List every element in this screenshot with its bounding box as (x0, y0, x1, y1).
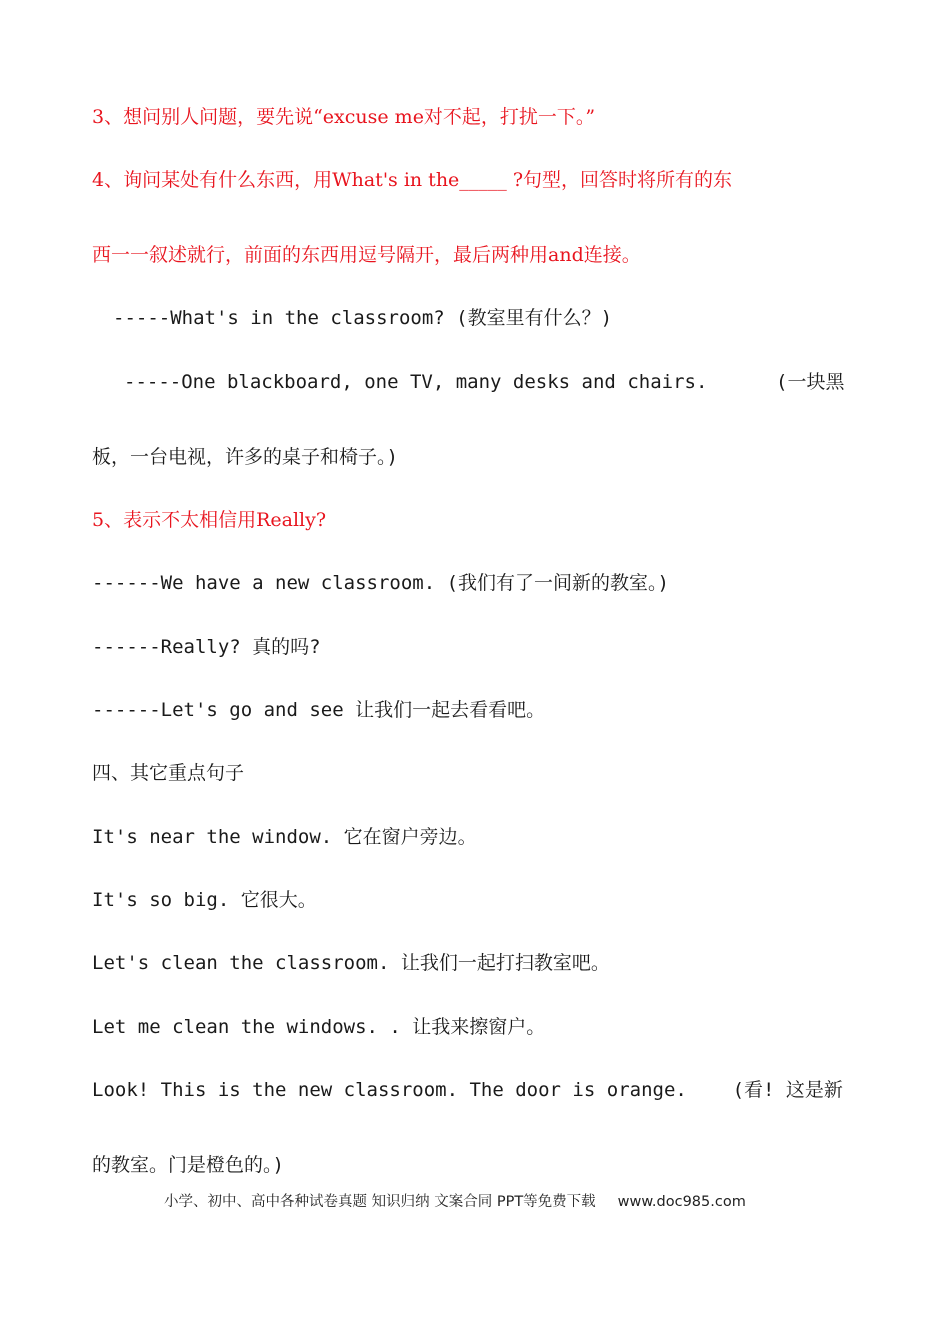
line-new-classroom: ------We have a new classroom. (我们有了一间新的教室。) (92, 572, 669, 594)
line-new-classroom-door-continued: 的教室。门是橙色的。) (92, 1154, 284, 1176)
line-so-big: It's so big. 它很大。 (92, 889, 317, 911)
line-near-window: It's near the window. 它在窗户旁边。 (92, 826, 477, 848)
line-really-heading: 5、表示不太相信用Really? (92, 509, 327, 531)
footer-text: 小学、初中、高中各种试卷真题 知识归纳 文案合同 PPT等免费下载 (164, 1194, 596, 1210)
line-new-classroom-door: Look! This is the new classroom. The door is orange. (看! 这是新 (92, 1079, 843, 1101)
line-dialog-answer-continued: 板，一台电视，许多的桌子和椅子。) (92, 446, 398, 468)
line-whats-in-continued: 西一一叙述就行，前面的东西用逗号隔开，最后两种用and连接。 (92, 244, 641, 266)
line-lets-go: ------Let's go and see 让我们一起去看看吧。 (92, 699, 546, 721)
line-dialog-question: -----What's in the classroom? (教室里有什么？) (113, 307, 613, 329)
line-clean-windows: Let me clean the windows. . 让我来擦窗户。 (92, 1016, 546, 1038)
line-dialog-answer: -----One blackboard, one TV, many desks and chairs. (一块黑 (124, 371, 845, 393)
line-clean-classroom: Let's clean the classroom. 让我们一起打扫教室吧。 (92, 952, 610, 974)
line-excuse-me: 3、想问别人问题，要先说“excuse me对不起，打扰一下。” (92, 106, 596, 128)
line-really: ------Really? 真的吗? (92, 636, 321, 658)
line-whats-in-the: 4、询问某处有什么东西，用What's in the_____ ?句型，回答时将所有的东 (92, 169, 733, 191)
page-footer (164, 1190, 746, 1211)
section-heading-other-sentences: 四、其它重点句子 (92, 762, 245, 784)
footer-url[interactable]: www.doc985.com (617, 1194, 746, 1210)
